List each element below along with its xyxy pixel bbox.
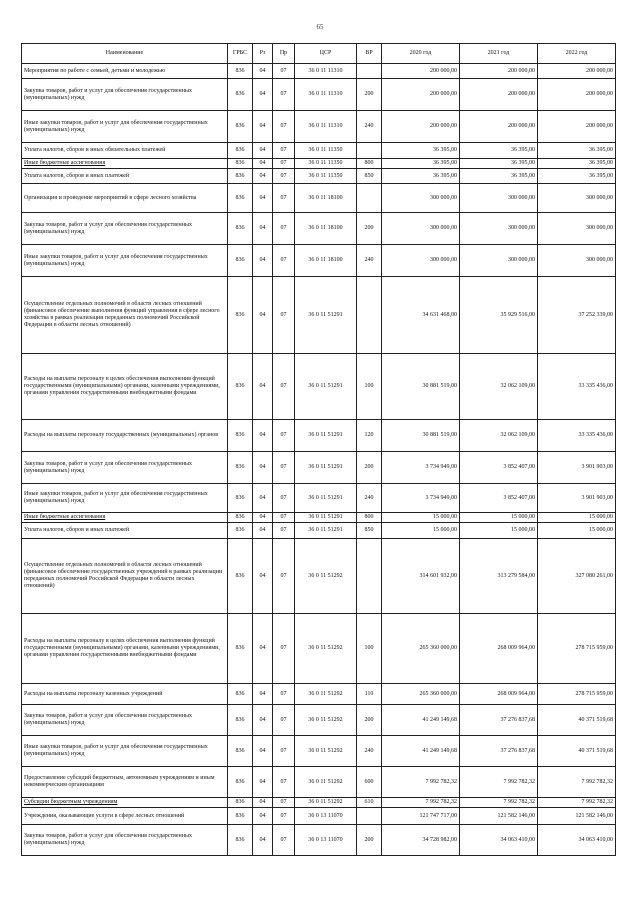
cell-vr: 600 xyxy=(357,767,382,798)
cell-vr: 850 xyxy=(357,169,382,184)
cell-name-text: Расходы на выплаты персоналу казенных учреждений xyxy=(24,690,163,697)
table-row xyxy=(22,169,616,184)
cell-csr: 36 0 11 51292 xyxy=(295,736,357,767)
cell-pr: 07 xyxy=(273,767,295,798)
table-row xyxy=(22,452,616,484)
cell-name xyxy=(22,539,228,614)
cell-rz: 04 xyxy=(253,684,273,705)
cell-name-text: Иные бюджетные ассигнования xyxy=(24,160,106,166)
cell-name xyxy=(22,420,228,452)
cell-rz: 04 xyxy=(253,277,273,354)
cell-vr: 240 xyxy=(357,484,382,513)
cell-2022: 36 395,00 xyxy=(538,169,616,184)
cell-name xyxy=(22,736,228,767)
cell-csr: 36 0 11 51292 xyxy=(295,798,357,808)
cell-grbs: 836 xyxy=(228,159,253,169)
cell-name xyxy=(22,705,228,736)
cell-2021: 268 009 964,00 xyxy=(460,684,538,705)
cell-vr xyxy=(357,277,382,354)
cell-rz: 04 xyxy=(253,452,273,484)
cell-rz: 04 xyxy=(253,705,273,736)
table-row xyxy=(22,143,616,159)
cell-2020: 7 992 782,32 xyxy=(382,767,460,798)
table-body xyxy=(22,64,616,856)
cell-vr: 110 xyxy=(357,684,382,705)
cell-2021: 121 582 146,00 xyxy=(460,808,538,825)
cell-name-text: Закупка товаров, работ и услуг для обеспечения государственных (муниципальных) нужд xyxy=(24,221,193,235)
cell-rz: 04 xyxy=(253,539,273,614)
cell-2020: 3 734 949,00 xyxy=(382,452,460,484)
cell-grbs: 836 xyxy=(228,277,253,354)
cell-pr: 07 xyxy=(273,614,295,684)
table-row xyxy=(22,245,616,277)
cell-vr xyxy=(357,808,382,825)
cell-vr xyxy=(357,143,382,159)
cell-rz: 04 xyxy=(253,614,273,684)
header-grbs: ГРБС xyxy=(228,44,253,64)
cell-name xyxy=(22,169,228,184)
cell-2022: 37 252 339,00 xyxy=(538,277,616,354)
cell-vr: 100 xyxy=(357,614,382,684)
cell-name-text: Иные закупки товаров, работ и услуг для обеспечения государственных (муниципальных) нужд xyxy=(24,744,208,757)
cell-vr: 800 xyxy=(357,513,382,523)
cell-name-text: Осуществление отдельных полномочий в области лесных отношений (финансовое обеспечение выполнения функций управления в сфере лесного хозяйства в рамках реализации переданных полномочий Российской Федерации в области лесных отношений) xyxy=(24,301,220,328)
cell-2021: 15 000,00 xyxy=(460,513,538,523)
cell-2021: 200 000,00 xyxy=(460,111,538,143)
cell-2022: 15 000,00 xyxy=(538,513,616,523)
cell-csr: 36 0 11 51291 xyxy=(295,484,357,513)
cell-name xyxy=(22,79,228,111)
cell-name xyxy=(22,64,228,79)
table-row xyxy=(22,523,616,539)
cell-rz: 04 xyxy=(253,169,273,184)
table-row xyxy=(22,213,616,245)
cell-2022: 34 063 410,00 xyxy=(538,825,616,856)
cell-csr: 36 0 11 51291 xyxy=(295,452,357,484)
cell-2021: 7 992 782,32 xyxy=(460,767,538,798)
cell-name-text: Расходы на выплаты персоналу в целях обеспечения выполнения функций государственными (муниципальными) органами, казенными учреждениями, органами управления государственными внебюджетными фондами xyxy=(24,638,220,658)
cell-2020: 41 249 149,68 xyxy=(382,705,460,736)
cell-pr: 07 xyxy=(273,539,295,614)
cell-pr: 07 xyxy=(273,798,295,808)
table-row xyxy=(22,825,616,856)
cell-grbs: 836 xyxy=(228,143,253,159)
cell-pr: 07 xyxy=(273,277,295,354)
cell-grbs: 836 xyxy=(228,513,253,523)
cell-name-text: Расходы на выплаты персоналу государственных (муниципальных) органов xyxy=(24,432,219,438)
cell-csr: 36 0 11 11350 xyxy=(295,159,357,169)
cell-grbs: 836 xyxy=(228,614,253,684)
cell-vr: 120 xyxy=(357,420,382,452)
cell-grbs: 836 xyxy=(228,354,253,420)
cell-2021: 37 276 837,68 xyxy=(460,705,538,736)
cell-pr: 07 xyxy=(273,684,295,705)
cell-2020: 30 881 519,00 xyxy=(382,420,460,452)
cell-name xyxy=(22,213,228,245)
cell-pr: 07 xyxy=(273,169,295,184)
table-row xyxy=(22,354,616,420)
cell-2021: 313 279 584,00 xyxy=(460,539,538,614)
cell-pr: 07 xyxy=(273,245,295,277)
cell-name xyxy=(22,484,228,513)
table-row xyxy=(22,484,616,513)
cell-pr: 07 xyxy=(273,159,295,169)
cell-name xyxy=(22,277,228,354)
cell-pr: 07 xyxy=(273,825,295,856)
cell-csr: 36 0 11 51292 xyxy=(295,614,357,684)
cell-name-text: Иные бюджетные ассигнования xyxy=(24,514,106,520)
cell-name xyxy=(22,798,228,808)
cell-rz: 04 xyxy=(253,159,273,169)
cell-2021: 3 852 407,00 xyxy=(460,484,538,513)
cell-2021: 300 000,00 xyxy=(460,245,538,277)
cell-csr: 36 0 11 11310 xyxy=(295,111,357,143)
cell-rz: 04 xyxy=(253,825,273,856)
cell-name-text: Расходы на выплаты персоналу в целях обеспечения выполнения функций государственными (муниципальными) органами, казенными учреждениями, органами управления государственными внебюджетными фондами xyxy=(24,376,220,396)
cell-2021: 36 395,00 xyxy=(460,169,538,184)
cell-grbs: 836 xyxy=(228,64,253,79)
table-row xyxy=(22,736,616,767)
cell-name xyxy=(22,452,228,484)
cell-csr: 36 0 11 51291 xyxy=(295,513,357,523)
cell-csr: 36 0 11 51291 xyxy=(295,354,357,420)
cell-rz: 04 xyxy=(253,798,273,808)
cell-pr: 07 xyxy=(273,184,295,213)
cell-vr: 200 xyxy=(357,825,382,856)
table-row xyxy=(22,614,616,684)
cell-name-text: Уплата налогов, сборов и иных платежей xyxy=(24,172,130,179)
cell-name-text: Уплата налогов, сборов и иных платежей xyxy=(24,527,130,533)
cell-vr: 240 xyxy=(357,111,382,143)
cell-2022: 40 371 519,68 xyxy=(538,705,616,736)
cell-2022: 327 080 261,00 xyxy=(538,539,616,614)
table-row xyxy=(22,64,616,79)
cell-2021: 300 000,00 xyxy=(460,184,538,213)
cell-vr: 610 xyxy=(357,798,382,808)
cell-2020: 121 747 717,00 xyxy=(382,808,460,825)
header-2020: 2020 год xyxy=(382,44,460,64)
cell-rz: 04 xyxy=(253,184,273,213)
cell-name-text: Уплата налогов, сборов и иных обязательных платежей xyxy=(24,147,166,153)
cell-grbs: 836 xyxy=(228,245,253,277)
cell-2022: 33 335 436,00 xyxy=(538,354,616,420)
cell-2020: 3 734 949,00 xyxy=(382,484,460,513)
cell-csr: 36 0 11 51291 xyxy=(295,420,357,452)
cell-pr: 07 xyxy=(273,354,295,420)
cell-name xyxy=(22,808,228,825)
cell-2020: 265 360 000,00 xyxy=(382,614,460,684)
cell-2022: 200 000,00 xyxy=(538,111,616,143)
cell-2020: 300 000,00 xyxy=(382,213,460,245)
cell-csr: 36 0 11 18100 xyxy=(295,245,357,277)
cell-vr: 200 xyxy=(357,79,382,111)
table-row xyxy=(22,798,616,808)
header-name: Наименование xyxy=(22,44,228,64)
cell-2022: 7 992 782,32 xyxy=(538,798,616,808)
cell-name xyxy=(22,184,228,213)
header-csr: ЦСР xyxy=(295,44,357,64)
cell-grbs: 836 xyxy=(228,184,253,213)
cell-csr: 36 0 11 11310 xyxy=(295,79,357,111)
cell-2022: 36 395,00 xyxy=(538,159,616,169)
cell-2021: 35 929 516,00 xyxy=(460,277,538,354)
cell-name-text: Закупка товаров, работ и услуг для обеспечения государственных (муниципальных) нужд xyxy=(24,87,193,101)
cell-2020: 265 360 000,00 xyxy=(382,684,460,705)
cell-2020: 200 000,00 xyxy=(382,64,460,79)
cell-pr: 07 xyxy=(273,705,295,736)
cell-pr: 07 xyxy=(273,808,295,825)
cell-2021: 36 395,00 xyxy=(460,143,538,159)
cell-2021: 36 395,00 xyxy=(460,159,538,169)
table-row xyxy=(22,111,616,143)
cell-vr: 240 xyxy=(357,245,382,277)
cell-name xyxy=(22,513,228,523)
table-row xyxy=(22,184,616,213)
cell-vr: 850 xyxy=(357,523,382,539)
table-row xyxy=(22,539,616,614)
cell-name xyxy=(22,245,228,277)
cell-csr: 36 0 11 18100 xyxy=(295,184,357,213)
header-2021: 2021 год xyxy=(460,44,538,64)
cell-2020: 34 728 982,00 xyxy=(382,825,460,856)
cell-pr: 07 xyxy=(273,484,295,513)
cell-grbs: 836 xyxy=(228,213,253,245)
table-row xyxy=(22,767,616,798)
cell-rz: 04 xyxy=(253,767,273,798)
table-row xyxy=(22,513,616,523)
cell-name-text: Иные закупки товаров, работ и услуг для обеспечения государственных (муниципальных) нужд xyxy=(24,253,208,267)
cell-grbs: 836 xyxy=(228,736,253,767)
cell-rz: 04 xyxy=(253,420,273,452)
cell-pr: 07 xyxy=(273,523,295,539)
cell-2020: 7 992 782,32 xyxy=(382,798,460,808)
cell-name xyxy=(22,354,228,420)
cell-grbs: 836 xyxy=(228,539,253,614)
budget-table xyxy=(21,43,616,856)
cell-2022: 300 000,00 xyxy=(538,213,616,245)
cell-pr: 07 xyxy=(273,452,295,484)
cell-csr: 36 0 13 11070 xyxy=(295,808,357,825)
table-row xyxy=(22,808,616,825)
table-row xyxy=(22,159,616,169)
cell-pr: 07 xyxy=(273,736,295,767)
page-number: 65 xyxy=(316,23,324,31)
cell-name xyxy=(22,523,228,539)
cell-grbs: 836 xyxy=(228,825,253,856)
cell-vr xyxy=(357,184,382,213)
cell-2021: 268 009 964,00 xyxy=(460,614,538,684)
cell-2020: 15 000,00 xyxy=(382,523,460,539)
cell-2020: 300 000,00 xyxy=(382,184,460,213)
cell-2020: 36 395,00 xyxy=(382,159,460,169)
cell-2021: 15 000,00 xyxy=(460,523,538,539)
cell-2022: 33 335 436,00 xyxy=(538,420,616,452)
cell-rz: 04 xyxy=(253,484,273,513)
header-vr: ВР xyxy=(357,44,382,64)
cell-csr: 36 0 11 51292 xyxy=(295,767,357,798)
cell-2020: 36 395,00 xyxy=(382,143,460,159)
cell-2021: 200 000,00 xyxy=(460,64,538,79)
cell-grbs: 836 xyxy=(228,767,253,798)
cell-2021: 32 062 109,00 xyxy=(460,420,538,452)
cell-name xyxy=(22,767,228,798)
cell-2022: 7 992 782,32 xyxy=(538,767,616,798)
cell-name-text: Предоставление субсидий бюджетным, автономным учреждениям и иным некоммерческим организациям xyxy=(24,775,215,788)
table-header-row xyxy=(22,44,616,64)
cell-2022: 3 901 903,00 xyxy=(538,452,616,484)
cell-pr: 07 xyxy=(273,420,295,452)
cell-grbs: 836 xyxy=(228,523,253,539)
cell-2021: 7 992 782,32 xyxy=(460,798,538,808)
cell-name xyxy=(22,111,228,143)
cell-pr: 07 xyxy=(273,143,295,159)
cell-grbs: 836 xyxy=(228,420,253,452)
cell-rz: 04 xyxy=(253,79,273,111)
cell-name xyxy=(22,825,228,856)
cell-pr: 07 xyxy=(273,111,295,143)
cell-2022: 40 371 519,68 xyxy=(538,736,616,767)
cell-2020: 314 601 932,00 xyxy=(382,539,460,614)
cell-2021: 300 000,00 xyxy=(460,213,538,245)
cell-2022: 300 000,00 xyxy=(538,245,616,277)
cell-rz: 04 xyxy=(253,213,273,245)
cell-2022: 278 715 959,00 xyxy=(538,614,616,684)
cell-vr: 800 xyxy=(357,159,382,169)
cell-rz: 04 xyxy=(253,736,273,767)
cell-rz: 04 xyxy=(253,143,273,159)
cell-name-text: Закупка товаров, работ и услуг для обеспечения государственных (муниципальных) нужд xyxy=(24,833,193,846)
cell-csr: 36 0 11 51291 xyxy=(295,523,357,539)
cell-grbs: 836 xyxy=(228,169,253,184)
cell-vr: 200 xyxy=(357,452,382,484)
cell-2020: 300 000,00 xyxy=(382,245,460,277)
header-rz: Рз xyxy=(253,44,273,64)
cell-grbs: 836 xyxy=(228,684,253,705)
cell-2022: 200 000,00 xyxy=(538,79,616,111)
cell-vr xyxy=(357,539,382,614)
cell-csr: 36 0 11 11350 xyxy=(295,143,357,159)
cell-name-text: Иные закупки товаров, работ и услуг для обеспечения государственных (муниципальных) нужд xyxy=(24,491,208,504)
cell-csr: 36 0 11 51292 xyxy=(295,705,357,736)
cell-rz: 04 xyxy=(253,523,273,539)
cell-name xyxy=(22,614,228,684)
cell-grbs: 836 xyxy=(228,798,253,808)
cell-grbs: 836 xyxy=(228,705,253,736)
cell-rz: 04 xyxy=(253,513,273,523)
header-pr: Пр xyxy=(273,44,295,64)
cell-pr: 07 xyxy=(273,79,295,111)
table-row xyxy=(22,705,616,736)
cell-name xyxy=(22,159,228,169)
cell-csr: 36 0 11 11350 xyxy=(295,169,357,184)
cell-csr: 36 0 11 51292 xyxy=(295,539,357,614)
cell-grbs: 836 xyxy=(228,452,253,484)
cell-vr: 100 xyxy=(357,354,382,420)
cell-grbs: 836 xyxy=(228,808,253,825)
cell-vr: 200 xyxy=(357,213,382,245)
cell-name xyxy=(22,684,228,705)
cell-2020: 30 881 519,00 xyxy=(382,354,460,420)
cell-rz: 04 xyxy=(253,245,273,277)
cell-2020: 200 000,00 xyxy=(382,111,460,143)
cell-pr: 07 xyxy=(273,64,295,79)
cell-csr: 36 0 11 51291 xyxy=(295,277,357,354)
cell-csr: 36 0 11 18100 xyxy=(295,213,357,245)
cell-name-text: Учреждения, оказывающие услуги в сфере лесных отношений xyxy=(24,812,185,819)
cell-2021: 34 063 410,00 xyxy=(460,825,538,856)
cell-2020: 34 631 468,00 xyxy=(382,277,460,354)
cell-2021: 200 000,00 xyxy=(460,79,538,111)
cell-csr: 36 0 11 11310 xyxy=(295,64,357,79)
cell-name-text: Осуществление отдельных полномочий в области лесных отношений (финансовое обеспечение государственных учреждений в рамках реализации переданных полномочий Российской Федерации в области лесных отношений) xyxy=(24,562,223,589)
table-row xyxy=(22,79,616,111)
cell-rz: 04 xyxy=(253,64,273,79)
cell-name-text: Мероприятия по работе с семьей, детьми и молодежью xyxy=(24,67,166,74)
cell-grbs: 836 xyxy=(228,484,253,513)
cell-name-text: Закупка товаров, работ и услуг для обеспечения государственных (муниципальных) нужд xyxy=(24,713,193,726)
cell-2021: 37 276 837,68 xyxy=(460,736,538,767)
cell-vr: 240 xyxy=(357,736,382,767)
cell-2022: 36 395,00 xyxy=(538,143,616,159)
cell-csr: 36 0 13 11070 xyxy=(295,825,357,856)
cell-vr: 200 xyxy=(357,705,382,736)
cell-vr xyxy=(357,64,382,79)
cell-2020: 15 000,00 xyxy=(382,513,460,523)
cell-2020: 41 249 149,68 xyxy=(382,736,460,767)
cell-2022: 278 715 959,00 xyxy=(538,684,616,705)
cell-rz: 04 xyxy=(253,354,273,420)
cell-pr: 07 xyxy=(273,213,295,245)
cell-name-text: Закупка товаров, работ и услуг для обеспечения государственных (муниципальных) нужд xyxy=(24,460,193,474)
cell-2020: 200 000,00 xyxy=(382,79,460,111)
cell-2022: 300 000,00 xyxy=(538,184,616,213)
cell-rz: 04 xyxy=(253,808,273,825)
cell-grbs: 836 xyxy=(228,79,253,111)
cell-name-text: Иные закупки товаров, работ и услуг для обеспечения государственных (муниципальных) нужд xyxy=(24,119,208,133)
cell-pr: 07 xyxy=(273,513,295,523)
cell-2022: 3 901 903,00 xyxy=(538,484,616,513)
cell-2022: 121 582 146,00 xyxy=(538,808,616,825)
cell-csr: 36 0 11 51292 xyxy=(295,684,357,705)
cell-2022: 15 000,00 xyxy=(538,523,616,539)
cell-2022: 200 000,00 xyxy=(538,64,616,79)
table-row xyxy=(22,277,616,354)
table-row xyxy=(22,420,616,452)
table-row xyxy=(22,684,616,705)
cell-name xyxy=(22,143,228,159)
cell-2020: 36 395,00 xyxy=(382,169,460,184)
header-2022: 2022 год xyxy=(538,44,616,64)
cell-2021: 32 062 109,00 xyxy=(460,354,538,420)
cell-grbs: 836 xyxy=(228,111,253,143)
cell-name-text: Организация и проведение мероприятий в сфере лесного хозяйства xyxy=(24,194,197,201)
budget-table-container xyxy=(21,43,615,856)
cell-2021: 3 852 407,00 xyxy=(460,452,538,484)
cell-name-text: Субсидии бюджетным учреждениям xyxy=(24,799,118,805)
cell-rz: 04 xyxy=(253,111,273,143)
